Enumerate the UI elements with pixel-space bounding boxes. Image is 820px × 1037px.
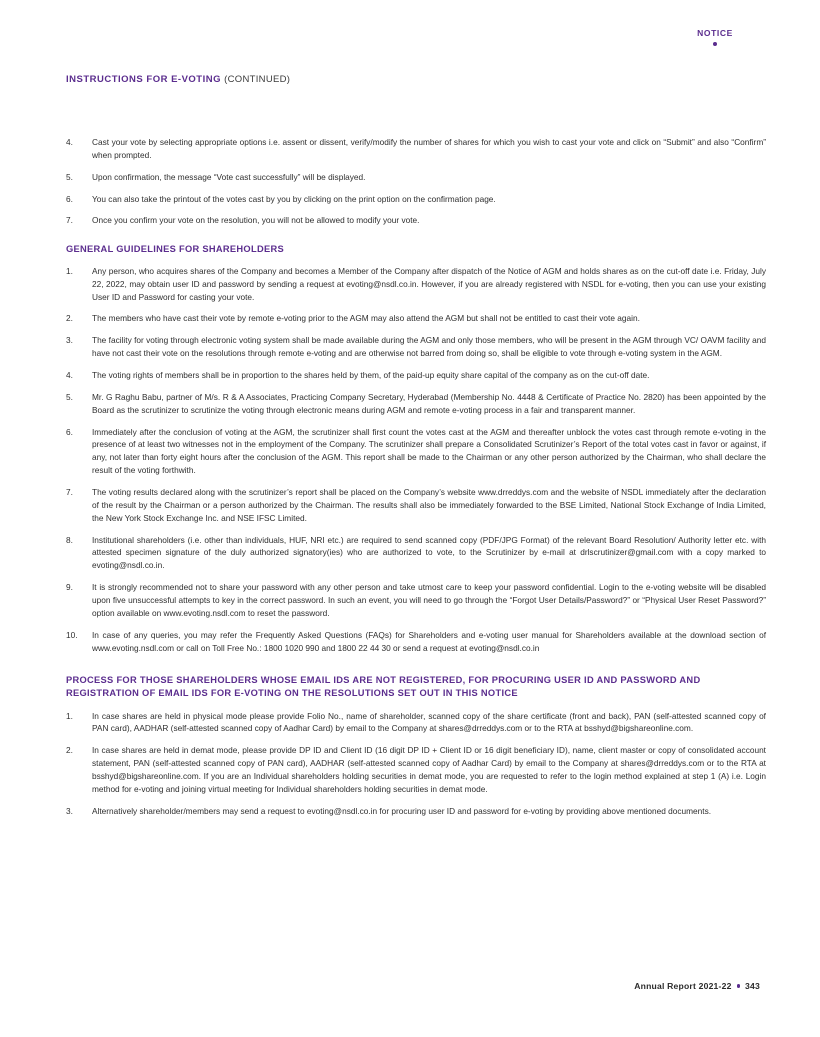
list-item-number: 5. (66, 171, 73, 182)
general-guidelines-list (66, 265, 766, 655)
list-item-number: 5. (66, 391, 73, 402)
list-item-text: Once you confirm your vote on the resolution, you will not be allowed to modify your vote. (92, 215, 420, 226)
notice-dot (713, 42, 717, 46)
list-item (66, 486, 766, 525)
list-item-text: In case shares are held in demat mode, please provide DP ID and Client ID (16 digit DP ID + Client ID or 16 digit beneficiary ID), name, client master or copy of consolidated account statement, PAN (self-attested scanned copy of PAN card), AADHAR (self-attested scanned copy of Aadhar Card) by email to the Company at shares@drreddys.com or to the RTA at bsshyd@bigshareonline.com. If you are an Individual shareholders holding securities in demat mode, you are requested to refer to the login method explained at step 1 (A) i.e. Login method for e-voting and joining virtual meeting for Individual shareholders holding securities in demat mode. (92, 745, 766, 794)
list-item-text: Upon confirmation, the message “Vote cast successfully” will be displayed. (92, 171, 366, 182)
list-item (66, 391, 766, 417)
page-footer (634, 981, 760, 991)
list-item-number: 2. (66, 745, 73, 756)
list-item-text: Any person, who acquires shares of the Company and becomes a Member of the Company after dispatch of the Notice of AGM and holds shares as on the cut-off date i.e. Friday, July 22, 2022, may obtain user ID and password by sending a request at evoting@nsdl.co.in. However, if you are already registered with NSDL for e-voting, then you can use your existing User ID and Password for casting your vote. (92, 265, 766, 302)
list-item (66, 629, 766, 655)
list-item-number: 4. (66, 370, 73, 380)
list-item (66, 214, 766, 227)
list-item-text: Alternatively shareholder/members may send a request to evoting@nsdl.co.in for procuring user ID and password for e-voting by providing above mentioned documents. (92, 805, 712, 816)
list-item (66, 805, 766, 818)
list-item (66, 581, 766, 620)
footer-dot-icon (737, 984, 741, 988)
list-item-number: 9. (66, 582, 73, 593)
list-item-text: In case shares are held in physical mode please provide Folio No., name of shareholder, scanned copy of the share certificate (front and back), PAN (self-attested scanned copy of PAN card), AADHAR (self-attested scanned copy of Aadhar Card) by email to the Company at shares@drreddys.com or to the RTA at bsshyd@bigshareonline.com. (92, 710, 766, 734)
list-item-text: It is strongly recommended not to share your password with any other person and take utmost care to keep your password confidential. Login to the e-voting website will be disabled upon five unsuccessful attempts to key in the correct password. In such an event, you will need to go through the “Forgot User Details/Password?” or “Physical User Reset Password?” option available on www.evoting.nsdl.com to reset the password. (92, 582, 766, 618)
list-item (66, 744, 766, 795)
list-item (66, 369, 766, 382)
list-item (66, 334, 766, 360)
list-item-text: Cast your vote by selecting appropriate options i.e. assent or dissent, verify/modify the number of shares for which you wish to cast your vote and click on “Submit” and also “Confirm” when prompted. (92, 137, 766, 160)
list-item-number: 2. (66, 313, 73, 324)
list-item-number: 4. (66, 137, 73, 147)
section-heading-email-registration: PROCESS FOR THOSE SHAREHOLDERS WHOSE EMAIL IDS ARE NOT REGISTERED, FOR PROCURING USER ID AND PASSWORD AND REGISTRATION OF EMAIL IDS FOR E-VOTING ON THE RESOLUTIONS SET OUT IN THIS NOTICE (66, 675, 701, 699)
list-item-number: 10. (66, 629, 78, 640)
notice-marker (670, 28, 760, 46)
page-content (66, 136, 766, 827)
list-item-number: 3. (66, 805, 73, 816)
list-item-number: 1. (66, 710, 73, 721)
list-item-number: 1. (66, 265, 73, 276)
running-head (66, 74, 760, 85)
list-item-text: The members who have cast their vote by remote e-voting prior to the AGM may also attend the AGM but shall not be entitled to cast their vote again. (92, 313, 640, 324)
footer-report-title: Annual Report 2021-22 (634, 981, 732, 991)
list-item (66, 136, 766, 162)
list-item (66, 426, 766, 477)
running-head-continued: (CONTINUED) (224, 74, 291, 85)
list-item-number: 3. (66, 335, 73, 346)
list-item (66, 193, 766, 206)
list-item-text: The voting rights of members shall be in proportion to the shares held by them, of the paid-up equity share capital of the company as on the cut-off date. (92, 370, 650, 380)
notice-label: NOTICE (697, 28, 733, 38)
list-item-text: In case of any queries, you may refer the Frequently Asked Questions (FAQs) for Shareholders and e-voting user manual for Shareholders available at the download section of www.evoting.nsdl.com or call on Toll Free No.: 1800 1020 990 and 1800 22 44 30 or send a request at evoting@nsdl.co.in (92, 629, 766, 653)
list-item-number: 7. (66, 487, 73, 498)
list-item-text: Immediately after the conclusion of voting at the AGM, the scrutinizer shall first count the votes cast at the AGM and thereafter unblock the votes cast through remote e-voting in the presence of at least two witnesses not in the employment of the Company. The scrutinizer shall prepare a Consolidated Scrutinizer’s Report of the total votes cast in favor or against, if any, not later than forty eight hours after the conclusion of the AGM. This report shall be made to the Chairman or any other person authorized by the Chairman, who shall declare the result of the voting forthwith. (92, 426, 766, 476)
list-item-number: 8. (66, 534, 73, 545)
evoting-instructions-list (66, 136, 766, 227)
list-item-number: 6. (66, 193, 73, 204)
list-item (66, 171, 766, 184)
list-item-number: 7. (66, 215, 73, 226)
list-item (66, 710, 766, 736)
section-heading-general-guidelines: GENERAL GUIDELINES FOR SHAREHOLDERS (66, 244, 284, 255)
list-item-text: You can also take the printout of the votes cast by you by clicking on the print option on the confirmation page. (92, 193, 496, 204)
list-item-text: Institutional shareholders (i.e. other than individuals, HUF, NRI etc.) are required to send scanned copy (PDF/JPG Format) of the relevant Board Resolution/ Authority letter etc. with attested specimen signature of the duly authorized signatory(ies) who are authorized to vote, to the Scrutinizer by e-mail at drlscrutinizer@gmail.com with a copy marked to evoting@nsdl.co.in. (92, 534, 766, 571)
list-item (66, 265, 766, 304)
running-head-title: INSTRUCTIONS FOR E-VOTING (66, 74, 221, 85)
page-number: 343 (745, 981, 760, 991)
list-item (66, 312, 766, 325)
list-item-text: The voting results declared along with the scrutinizer’s report shall be placed on the Company’s website www.drreddys.com and the website of NSDL immediately after the declaration of the result by the Chairman or a person authorized by the Chairman. The results shall also be immediately forwarded to the BSE Limited, National Stock Exchange of India Limited, the New York Stock Exchange Inc. and NSE IFSC Limited. (92, 487, 766, 523)
email-registration-list (66, 710, 766, 818)
list-item-text: Mr. G Raghu Babu, partner of M/s. R & A Associates, Practicing Company Secretary, Hyderabad (Membership No. 4448 & Certificate of Practice No. 2820) has been appointed by the Board as the scrutinizer to scrutinize the voting through electronic means during AGM and remote e-voting process in a fair and transparent manner. (92, 391, 766, 415)
list-item-number: 6. (66, 426, 73, 437)
list-item (66, 534, 766, 573)
list-item-text: The facility for voting through electronic voting system shall be made available during the AGM and only those members, who will be present in the AGM through VC/ OAVM facility and have not cast their vote on the resolutions through remote e-voting and are otherwise not barred from doing so, shall be eligible to vote through e-voting system in the AGM. (92, 335, 766, 359)
